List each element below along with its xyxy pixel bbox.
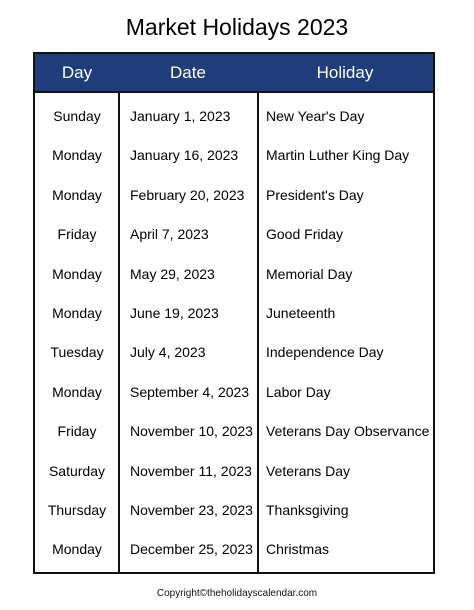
cell-holiday: Christmas xyxy=(266,541,330,558)
table-row xyxy=(35,452,433,491)
cell-day: Monday xyxy=(52,186,102,203)
cell-date: February 20, 2023 xyxy=(130,186,245,203)
cell-day: Thursday xyxy=(47,501,107,518)
cell-holiday: President's Day xyxy=(266,186,364,203)
cell-date: November 23, 2023 xyxy=(130,501,253,518)
cell-day: Monday xyxy=(52,147,102,164)
copyright-footer: Copyright©theholidayscalendar.com xyxy=(156,588,318,599)
cell-day: Sunday xyxy=(53,108,101,124)
cell-day: Tuesday xyxy=(50,344,104,361)
table-header xyxy=(35,54,433,93)
holiday-table xyxy=(33,52,435,574)
table-row xyxy=(35,530,433,569)
cell-date: November 10, 2023 xyxy=(130,423,253,440)
page-title: Market Holidays 2023 xyxy=(125,14,349,40)
table-row xyxy=(35,215,433,254)
table-row xyxy=(35,136,433,175)
cell-day: Saturday xyxy=(48,462,106,479)
cell-date: May 29, 2023 xyxy=(130,265,215,282)
table-row xyxy=(35,373,433,412)
cell-holiday: Martin Luther King Day xyxy=(266,147,410,164)
cell-holiday: Labor Day xyxy=(266,383,331,400)
cell-date: January 1, 2023 xyxy=(130,108,231,124)
table-row xyxy=(35,176,433,215)
cell-day: Monday xyxy=(52,541,102,558)
table-row xyxy=(35,412,433,451)
table-row xyxy=(35,255,433,294)
cell-day: Friday xyxy=(57,423,97,440)
cell-holiday: Independence Day xyxy=(266,344,384,361)
cell-holiday: Juneteenth xyxy=(266,304,336,321)
cell-holiday: Memorial Day xyxy=(266,265,353,282)
cell-date: November 11, 2023 xyxy=(130,462,252,479)
table-row xyxy=(35,294,433,333)
table-row xyxy=(35,97,433,136)
cell-holiday: Veterans Day Observance xyxy=(266,423,430,440)
cell-day: Monday xyxy=(52,265,102,282)
cell-holiday: Good Friday xyxy=(266,226,344,243)
column-header-day: Day xyxy=(61,63,93,82)
table-row xyxy=(35,491,433,530)
cell-date: December 25, 2023 xyxy=(130,541,253,558)
cell-day: Monday xyxy=(52,304,102,321)
table-body xyxy=(35,97,433,570)
cell-date: September 4, 2023 xyxy=(130,383,250,400)
column-header-holiday: Holiday xyxy=(316,63,374,82)
column-header-date: Date xyxy=(170,63,206,82)
cell-date: April 7, 2023 xyxy=(130,226,209,243)
table-row xyxy=(35,333,433,372)
cell-day: Friday xyxy=(57,226,97,243)
cell-date: July 4, 2023 xyxy=(130,344,206,361)
cell-holiday: Veterans Day xyxy=(266,462,351,479)
cell-date: January 16, 2023 xyxy=(130,147,239,164)
cell-day: Monday xyxy=(52,383,102,400)
cell-holiday: New Year's Day xyxy=(266,108,365,124)
cell-date: June 19, 2023 xyxy=(130,304,219,321)
cell-holiday: Thanksgiving xyxy=(266,501,349,518)
